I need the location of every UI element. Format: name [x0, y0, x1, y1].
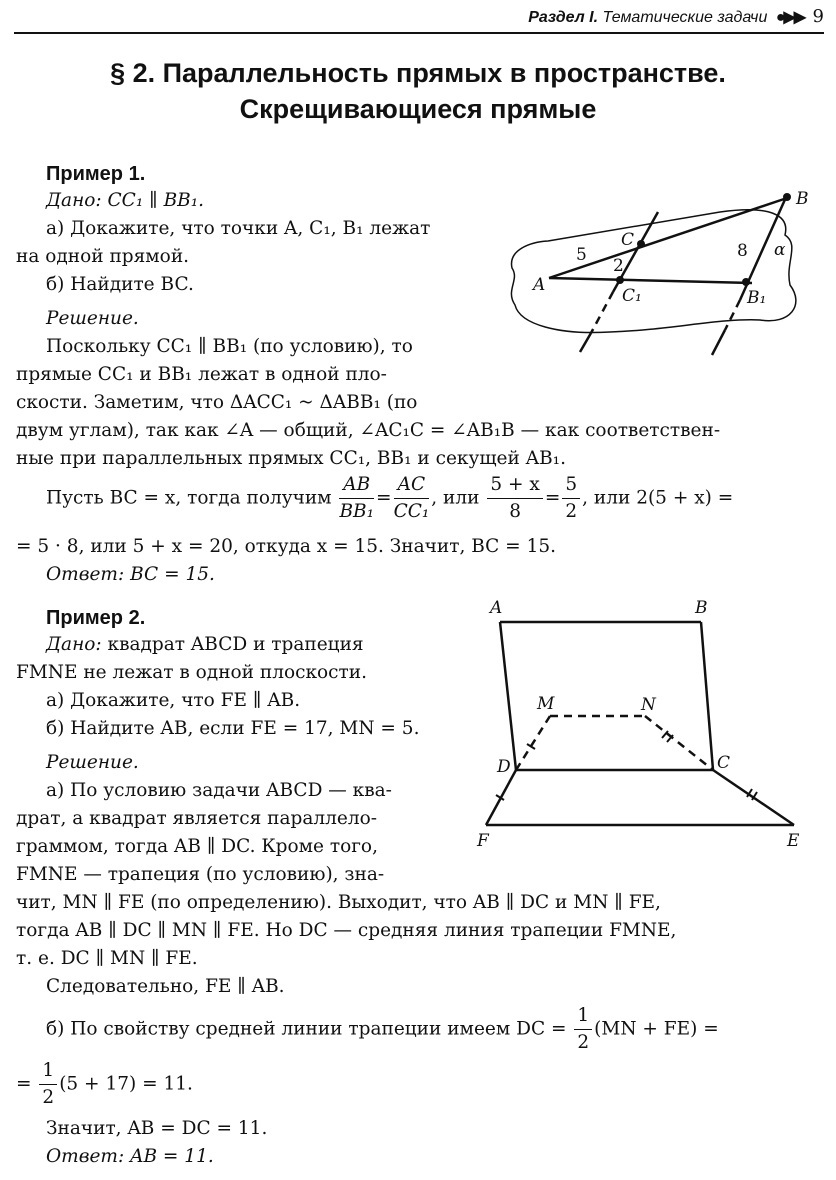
equation-prefix: =: [16, 1073, 32, 1095]
figure-square-trapezoid: [476, 598, 800, 851]
equation-suffix: (5 + 17) = 11.: [59, 1073, 193, 1095]
answer-value: BC = 15.: [130, 564, 215, 585]
label-B: B: [796, 189, 809, 209]
equation-suffix: , или 2(5 + x) =: [582, 487, 734, 509]
segment-BC: [701, 622, 713, 770]
equation-mid: , или: [431, 487, 480, 509]
example2-task-b: б) Найдите AB, если FE = 17, MN = 5.: [46, 718, 420, 739]
example2-part-b-cont: [16, 1058, 193, 1111]
numerator: AB: [339, 472, 374, 499]
line-BB1-dashed: [725, 300, 740, 330]
example1-text: прямые CC₁ и BB₁ лежат в одной пло-: [16, 364, 387, 385]
fraction: [574, 1003, 592, 1056]
numerator: 1: [574, 1003, 592, 1030]
example1-text: ные при параллельных прямых CC₁, BB₁ и секущей AB₁.: [16, 448, 566, 469]
example2-text: FMNE — трапеция (по условию), зна-: [16, 864, 385, 885]
example1-heading: Пример 1.: [46, 163, 146, 185]
example2-part-b: [46, 1003, 719, 1056]
label-D: D: [497, 757, 511, 777]
page-title-line2: Скрещивающиеся прямые: [239, 94, 597, 124]
point-C1: [616, 276, 624, 284]
label-M: M: [537, 694, 555, 714]
example2-conclusion: Значит, AB = DC = 11.: [46, 1118, 268, 1139]
example1-task-a-cont: на одной прямой.: [16, 246, 190, 267]
label-N: N: [641, 695, 656, 715]
example2-answer: [46, 1146, 214, 1167]
label-alpha: α: [774, 240, 786, 260]
line-AB: [549, 197, 790, 278]
label-E: E: [787, 831, 800, 851]
denominator: 8: [509, 501, 521, 522]
example2-heading: Пример 2.: [46, 607, 146, 629]
label-C2: C: [717, 753, 731, 773]
example2-text: т. е. DC ∥ MN ∥ FE.: [16, 948, 198, 969]
label-F: F: [477, 831, 489, 851]
line-BB1-lower: [712, 330, 725, 355]
label-2: 2: [613, 256, 624, 276]
example1-text: двум углам), так как ∠A — общий, ∠AC₁C = ∠AB₁B — как соответствен-: [16, 420, 721, 441]
header-arrows-icon: ●▶▶: [775, 9, 805, 26]
example2-solution-label: Решение.: [46, 752, 139, 773]
fraction: [39, 1058, 57, 1111]
label-5: 5: [576, 245, 587, 265]
example2-text: драт, а квадрат является параллело-: [16, 808, 377, 829]
example1-equation: Пусть BC = x, тогда получим $\frac{AB}{\text{BB₁}}$ = $\frac{AC}{\text{CC₁}}$ , или $\frac{5 + x}{8}$ = $\frac{5}{2}$ , или 2(5 + x) =: [46, 472, 733, 525]
equation-suffix: (MN + FE) =: [594, 1018, 719, 1040]
header-section: Раздел I.: [528, 9, 599, 26]
numerator: 1: [39, 1058, 57, 1085]
example2-text: чит, MN ∥ FE (по определению). Выходит, что AB ∥ DC и MN ∥ FE,: [16, 892, 661, 913]
denominator: BB₁: [339, 501, 375, 522]
header-topic: Тематические задачи: [602, 9, 768, 26]
equation-prefix: б) По свойству средней линии трапеции имеем DC =: [46, 1018, 567, 1040]
numerator: 5: [562, 472, 580, 499]
example2-text: граммом, тогда AB ∥ DC. Кроме того,: [16, 836, 378, 857]
numerator: AC: [394, 472, 430, 499]
example2-text: Следовательно, FE ∥ AB.: [46, 976, 285, 997]
label-8: 8: [737, 241, 748, 261]
answer-label: Ответ:: [46, 564, 125, 585]
example1-text: Поскольку CC₁ ∥ BB₁ (по условию), то: [46, 336, 413, 357]
example1-task-b: б) Найдите BC.: [46, 274, 194, 295]
numerator: 5 + x: [487, 472, 542, 499]
line-CC1-dashed: [591, 292, 613, 333]
denominator: 2: [577, 1032, 590, 1053]
point-B1: [742, 278, 750, 286]
given-label: Дано:: [46, 634, 102, 655]
example2-given: [46, 634, 364, 655]
given-text: CC₁ ∥ BB₁.: [107, 190, 205, 211]
answer-label: Ответ:: [46, 1146, 125, 1167]
example2-text: тогда AB ∥ DC ∥ MN ∥ FE. Но DC — средняя линия трапеции FMNE,: [16, 920, 677, 941]
denominator: 2: [42, 1087, 55, 1108]
point-C: [637, 240, 645, 248]
example2-task-a: а) Докажите, что FE ∥ AB.: [46, 690, 301, 711]
example1-solution-label: Решение.: [46, 308, 139, 329]
label-B2: B: [695, 598, 708, 618]
line-CC1-lower: [580, 333, 591, 352]
example1-equation-cont: = 5 · 8, или 5 + x = 20, откуда x = 15. Значит, BC = 15.: [16, 536, 556, 557]
point-B: [783, 193, 791, 201]
page-title-line1: § 2. Параллельность прямых в пространстве.: [110, 58, 726, 88]
example2-text: а) По условию задачи ABCD — ква-: [46, 780, 392, 801]
denominator: 2: [565, 501, 578, 522]
label-B1: B₁: [747, 288, 767, 308]
label-C1: C₁: [622, 286, 642, 306]
segment-NC: [645, 716, 713, 770]
example2-given-cont: FMNE не лежат в одной плоскости.: [16, 662, 367, 683]
segment-DM: [516, 716, 550, 770]
example1-task-a: а) Докажите, что точки A, C₁, B₁ лежат: [46, 218, 431, 239]
given-text: квадрат ABCD и трапеция: [107, 634, 364, 655]
label-A: A: [533, 275, 546, 295]
label-A2: A: [490, 598, 503, 618]
given-label: Дано:: [46, 190, 102, 211]
example1-text: скости. Заметим, что ΔACC₁ ~ ΔABB₁ (по: [16, 392, 418, 413]
label-C: C: [621, 230, 635, 250]
answer-value: AB = 11.: [130, 1146, 214, 1167]
page-number: 9: [812, 6, 824, 27]
line-AB1: [549, 278, 752, 283]
equation-prefix: Пусть BC = x, тогда получим: [46, 487, 332, 509]
denominator: CC₁: [393, 501, 430, 522]
segment-AD: [500, 622, 516, 770]
